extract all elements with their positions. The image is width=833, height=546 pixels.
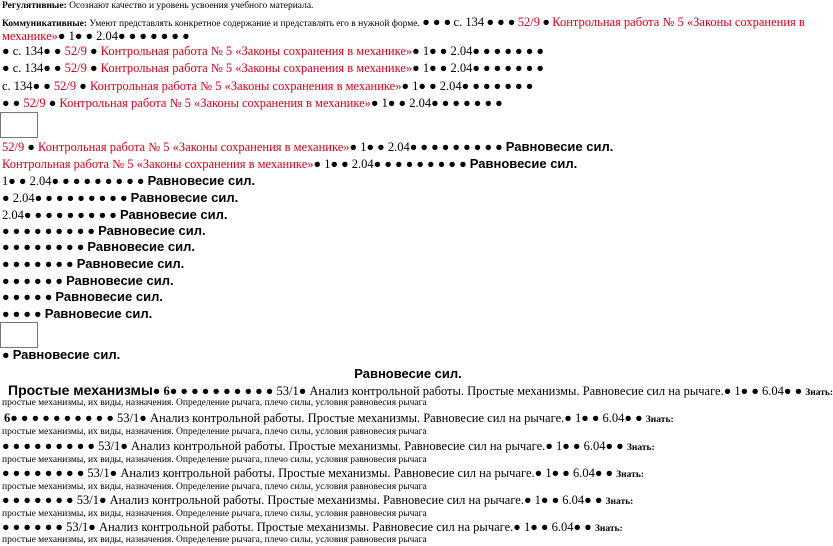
lesson-line-3: [2, 440, 655, 454]
lesson-text: Анализ контрольной работы. Простые механизмы. Равновесие сил на рычаге.: [131, 439, 546, 453]
bullets: ● ●: [387, 96, 407, 110]
hours: 1: [734, 384, 741, 398]
lesson-title: механике»: [2, 29, 58, 43]
bullets: ● ●: [624, 411, 643, 425]
lesson-know-3: [2, 456, 814, 466]
know-label: Знать:: [626, 443, 655, 453]
bullets: ● ●: [740, 384, 759, 398]
bullets: ●: [120, 439, 128, 453]
bullets: ●: [723, 384, 732, 398]
lesson-number: 52/9: [53, 79, 77, 93]
date: 6.04: [602, 411, 625, 425]
fragment-line-12: [2, 224, 206, 238]
regulative-label: Регулятивные:: [2, 1, 67, 11]
lesson-know-1: [2, 399, 814, 409]
communicative-label: Коммуникативные:: [2, 19, 87, 29]
lesson-number: 53/1: [87, 466, 110, 480]
lesson-text: Анализ контрольной работы. Простые механизмы. Равновесие сил на рычаге.: [109, 493, 524, 507]
bullets: ● ● ● ● ● ● ● ●: [2, 466, 85, 480]
bullets: ● ●: [74, 29, 94, 43]
page-ref: с. 134: [453, 15, 485, 29]
bullets: ● ●: [8, 174, 27, 188]
bullets: ● ● ● ● ● ● ●: [2, 493, 74, 507]
bullets: ● ●: [573, 520, 592, 534]
lesson-title: Контрольная работа № 5 «Законы сохранения в механике»: [2, 157, 314, 171]
bullets: ●: [2, 44, 10, 58]
fragment-line-3: [2, 45, 544, 58]
lesson-text: Анализ контрольной работы. Простые механизмы. Равновесие сил на рычаге.: [120, 466, 535, 480]
hours: 1: [360, 140, 367, 154]
bullets: ●: [98, 493, 107, 507]
date: 2.04: [387, 140, 410, 154]
bullets: ●: [27, 140, 35, 154]
date: 2.04: [409, 96, 432, 110]
bullets: ●: [89, 61, 98, 75]
bullets: ● ●: [43, 61, 62, 75]
bullets: ● ●: [551, 466, 570, 480]
hours: 1: [422, 61, 430, 75]
bullets: ●: [349, 140, 358, 154]
know-text: простые механизмы, их виды, назначения. Определение рычага, плечо силы, условия равновесия рычага: [2, 482, 427, 492]
lesson-text: Анализ контрольной работы. Простые механизмы. Равновесие сил на рычаге.: [98, 520, 514, 534]
topic-title: Равновесие сил.: [66, 273, 174, 288]
bullets: ● ●: [429, 44, 448, 58]
center-topic: [0, 366, 816, 382]
bullets: ● ● ● ● ●: [2, 290, 53, 304]
know-text: простые механизмы, их виды, назначения. Определение рычага, плечо силы, условия равновесия рычага: [2, 427, 427, 437]
date: 6.04: [762, 384, 784, 398]
fragment-line-10: [2, 191, 238, 205]
empty-cell: [0, 322, 38, 348]
bullets: ● ● ● ● ● ● ● ●: [2, 240, 85, 254]
hours: 1: [523, 520, 531, 534]
fragment-line-18: [2, 348, 120, 362]
bullets: ●: [298, 384, 307, 398]
lesson-number: 53/1: [98, 439, 121, 453]
know-label: Знать:: [594, 524, 623, 534]
lesson-number: 53/1: [117, 411, 140, 425]
topic-title: Равновесие сил.: [55, 289, 163, 304]
bullets: ● ●: [366, 140, 385, 154]
bullets: ● ●: [32, 79, 51, 93]
fragment-line-9: [2, 174, 255, 188]
lesson-title: Контрольная работа № 5 «Законы сохранения в механике»: [100, 44, 413, 58]
page-ref: с. 134: [12, 61, 44, 75]
fragment-line-8: [2, 157, 577, 171]
fragment-line-16: [2, 290, 163, 304]
bullets: ● ● ● ● ● ● ● ● ●: [2, 439, 95, 453]
bullets: ● ●: [429, 61, 448, 75]
lesson-title: Контрольная работа № 5 «Законы сохранения в механике»: [38, 140, 350, 154]
bullets: ● ● ● ● ● ●: [2, 274, 63, 288]
bullets: ● ● ● ● ● ● ● ● ●: [409, 140, 503, 154]
bullets: ● ● ●: [486, 15, 516, 29]
page-ref: с. 134: [2, 79, 33, 93]
date: 2.04: [351, 157, 374, 171]
lesson-number: 52/9: [23, 96, 46, 110]
lesson-know-2: [2, 428, 814, 438]
bullets: ●: [523, 493, 532, 507]
bullets: ● ● ● ● ● ● ●: [472, 61, 544, 75]
lesson-title: Контрольная работа № 5 «Законы сохранения в механике»: [100, 61, 413, 75]
hours: 1: [574, 411, 582, 425]
fragment-line-5: [2, 80, 533, 93]
date: 2.04: [96, 29, 119, 43]
bullets: ●: [48, 96, 57, 110]
bullets: 6: [4, 411, 11, 425]
bullets: ●: [79, 79, 87, 93]
bullets: ● 6: [152, 384, 170, 398]
fragment-line-11: [2, 208, 228, 222]
regulative-line: [2, 2, 313, 12]
regulative-text: Осознают качество и уровень усвоения учебного материала.: [69, 1, 314, 11]
date: 2.04: [450, 44, 473, 58]
bullets: ● ● ● ● ● ● ●: [472, 44, 544, 58]
lesson-title: Контрольная работа № 5 «Законы сохранения в механике»: [59, 96, 371, 110]
fragment-line-7: [2, 140, 613, 154]
lesson-line-1: [8, 383, 833, 399]
bullets: ● ● ● ● ● ● ● ● ●: [34, 191, 128, 205]
bullets: ● ● ● ● ● ● ●: [461, 79, 534, 93]
fragment-line-4: [2, 62, 544, 75]
fragment-line-13: [2, 240, 195, 254]
bullets: ● ●: [418, 79, 437, 93]
fragment-line-17: [2, 307, 152, 321]
bullets: ● ●: [562, 439, 581, 453]
bullets: ● ●: [581, 411, 600, 425]
hours: 1: [68, 29, 75, 43]
bullets: ●: [57, 29, 66, 43]
bullets: ● ● ● ● ● ● ● ● ● ●: [10, 411, 114, 425]
topic-title: Равновесие сил.: [76, 256, 185, 271]
bullets: ● ● ● ● ● ● ● ● ●: [2, 224, 95, 238]
date: 6.04: [551, 520, 574, 534]
bullets: ●: [2, 61, 10, 75]
bullets: ● ● ● ●: [2, 307, 42, 321]
bullets: ● ● ● ● ● ● ● ● ●: [373, 157, 467, 171]
page-ref: с. 134: [12, 44, 44, 58]
lesson-line-6: [2, 521, 623, 535]
know-label: Знать:: [616, 470, 645, 480]
date: 2.04: [450, 61, 473, 75]
know-text: простые механизмы, их виды, назначения. Определение рычага, плечо силы, условия равновесия рычага: [2, 535, 427, 545]
know-label: Знать:: [645, 415, 674, 425]
bullets: ●: [139, 411, 147, 425]
bullets: ●: [542, 15, 550, 29]
know-text: простые механизмы, их виды, назначения. Определение рычага, плечо силы, условия равновесия рычага: [2, 398, 427, 408]
bullets: ●: [545, 439, 553, 453]
hours: 1: [324, 157, 331, 171]
bullets: ● ●: [605, 439, 624, 453]
bullets: ● ●: [540, 493, 560, 507]
date: 2.04: [12, 191, 35, 205]
bullets: ●: [88, 520, 96, 534]
hours: 1: [412, 79, 419, 93]
lesson-line-5: [2, 494, 633, 508]
date: 6.04: [583, 439, 606, 453]
date: 6.04: [562, 493, 585, 507]
topic-title: Равновесие сил.: [147, 173, 256, 188]
empty-cell: [0, 112, 38, 138]
know-label: Знать:: [605, 497, 634, 507]
lesson-title: Контрольная работа № 5 «Законы сохранения в: [552, 15, 805, 29]
date: 2.04: [2, 208, 24, 222]
fragment-line-15: [2, 274, 174, 288]
lesson-text: Анализ контрольной работы. Простые механизмы. Равновесие сил на рычаге.: [149, 411, 565, 425]
topic-title: Равновесие сил.: [87, 239, 195, 254]
date: 2.04: [29, 174, 52, 188]
lesson-number: 52/9: [517, 15, 540, 29]
fragment-line-6: [2, 97, 503, 110]
communicative-text: Умеют представлять конкретное содержание и представлять его в нужной форме.: [89, 19, 420, 29]
fragment-line-2: [2, 30, 190, 43]
lesson-number: 52/9: [2, 140, 25, 154]
bullets: ●: [401, 79, 410, 93]
section-title: Простые механизмы: [8, 382, 153, 398]
topic-title: Равновесие сил.: [98, 223, 206, 238]
topic-title: Равновесие сил.: [505, 139, 614, 154]
bullets: ● ● ● ● ● ● ●: [2, 257, 74, 271]
hours: 1: [422, 44, 430, 58]
bullets: ● ●: [330, 157, 349, 171]
bullets: ●: [412, 44, 420, 58]
topic-title: Равновесие сил.: [354, 366, 462, 381]
bullets: ● ●: [43, 44, 62, 58]
hours: 1: [534, 493, 541, 507]
bullets: ●: [313, 157, 322, 171]
bullets: ●: [109, 466, 118, 480]
bullets: ● ● ● ● ● ● ●: [431, 96, 503, 110]
topic-title: Равновесие сил.: [130, 190, 239, 205]
lesson-number: 53/1: [66, 520, 89, 534]
topic-title: Равновесие сил.: [44, 306, 153, 321]
bullets: ● ●: [594, 466, 614, 480]
lesson-number: 53/1: [76, 493, 99, 507]
bullets: ●: [370, 96, 379, 110]
date: 2.04: [439, 79, 462, 93]
lesson-number: 52/9: [64, 44, 87, 58]
hours: 1: [545, 466, 552, 480]
hours: 1: [381, 96, 388, 110]
bullets: ● ●: [584, 493, 603, 507]
communicative-line: [2, 16, 805, 30]
bullets: ●: [412, 61, 420, 75]
bullets: ● ● ● ● ● ● ● ● ● ●: [169, 384, 274, 398]
know-label: Знать:: [805, 388, 833, 398]
fragment-line-14: [2, 257, 184, 271]
lesson-title: Контрольная работа № 5 «Законы сохранения в механике»: [89, 79, 402, 93]
lesson-know-4: [2, 483, 814, 493]
lesson-know-5: [2, 510, 814, 520]
bullets: ● ● ● ● ● ● ● ● ●: [51, 174, 145, 188]
bullets: ●: [513, 520, 521, 534]
bullets: ●: [89, 44, 98, 58]
bullets: ●: [534, 466, 543, 480]
bullets: ● ●: [2, 96, 21, 110]
lesson-know-6: [2, 536, 814, 546]
lesson-number: 53/1: [276, 384, 299, 398]
lesson-line-4: [2, 467, 644, 481]
bullets: ● ● ● ● ● ● ●: [118, 29, 190, 43]
lesson-line-2: [4, 412, 674, 426]
bullets: ● ●: [783, 384, 803, 398]
bullets: ● ● ●: [422, 15, 452, 29]
bullets: ●: [564, 411, 572, 425]
know-text: простые механизмы, их виды, назначения. Определение рычага, плечо силы, условия равновесия рычага: [2, 455, 427, 465]
date: 6.04: [572, 466, 595, 480]
bullets: ●: [2, 191, 10, 205]
topic-title: Равновесие сил.: [12, 347, 121, 362]
hours: 1: [2, 174, 9, 188]
bullets: ● ● ● ● ● ● ● ● ●: [23, 208, 117, 222]
hours: 1: [556, 439, 563, 453]
lesson-number: 52/9: [64, 61, 87, 75]
topic-title: Равновесие сил.: [119, 207, 228, 222]
know-text: простые механизмы, их виды, назначения. Определение рычага, плечо силы, условия равновесия рычага: [2, 509, 427, 519]
bullets: ●: [2, 348, 10, 362]
lesson-text: Анализ контрольной работы. Простые механизмы. Равновесие сил на рычаге.: [309, 384, 724, 398]
bullets: ● ●: [530, 520, 549, 534]
topic-title: Равновесие сил.: [469, 156, 578, 171]
bullets: ● ● ● ● ● ●: [2, 520, 63, 534]
